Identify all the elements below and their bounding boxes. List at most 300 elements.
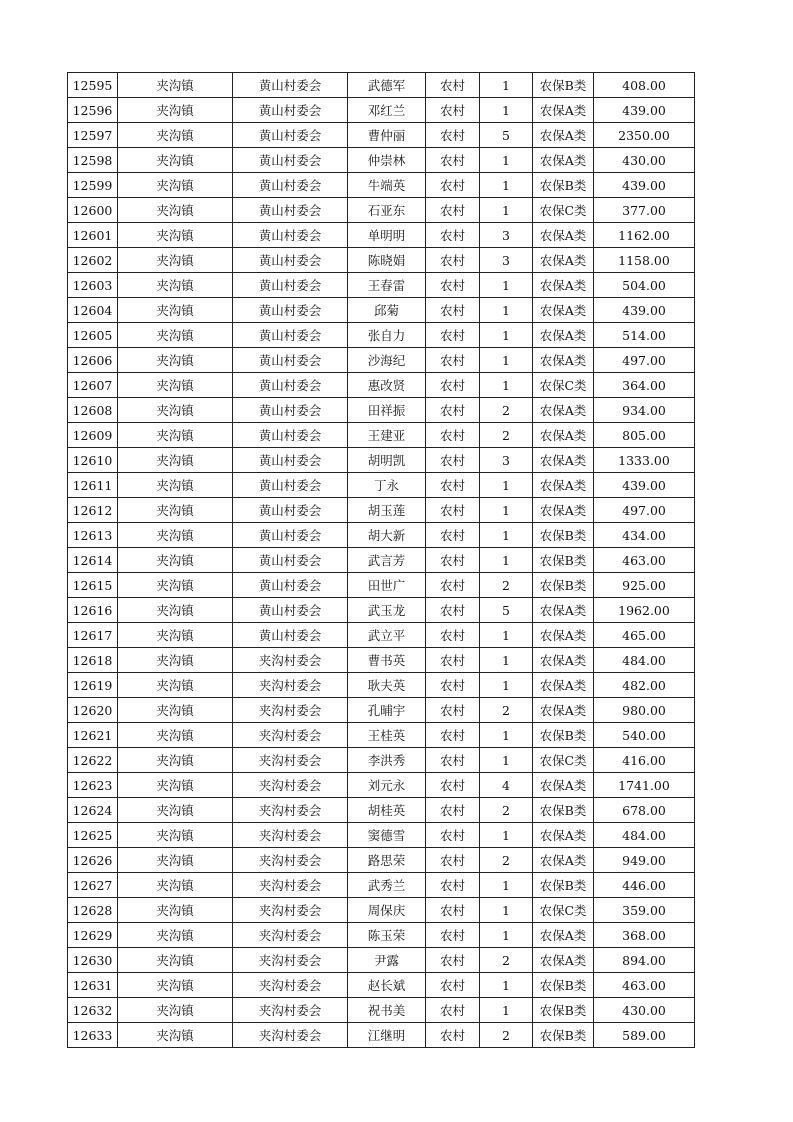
- cell-amount: 934.00: [594, 398, 695, 423]
- cell-type: 农村: [426, 673, 480, 698]
- cell-village: 夹沟村委会: [233, 1023, 348, 1048]
- cell-amount: 465.00: [594, 623, 695, 648]
- table-row: [68, 248, 695, 273]
- cell-category: 农保A类: [533, 823, 594, 848]
- cell-town: 夹沟镇: [118, 423, 233, 448]
- cell-amount: 484.00: [594, 648, 695, 673]
- cell-town: 夹沟镇: [118, 148, 233, 173]
- cell-type: 农村: [426, 548, 480, 573]
- table-row: [68, 648, 695, 673]
- cell-category: 农保A类: [533, 623, 594, 648]
- cell-town: 夹沟镇: [118, 648, 233, 673]
- cell-count: 1: [480, 98, 533, 123]
- cell-town: 夹沟镇: [118, 548, 233, 573]
- cell-count: 1: [480, 298, 533, 323]
- cell-id: 12598: [68, 148, 118, 173]
- cell-amount: 446.00: [594, 873, 695, 898]
- table-row: [68, 323, 695, 348]
- cell-town: 夹沟镇: [118, 973, 233, 998]
- table-row: [68, 573, 695, 598]
- table-row: [68, 723, 695, 748]
- cell-village: 夹沟村委会: [233, 723, 348, 748]
- cell-name: 曹仲丽: [348, 123, 426, 148]
- cell-id: 12609: [68, 423, 118, 448]
- cell-category: 农保C类: [533, 898, 594, 923]
- table-row: [68, 548, 695, 573]
- cell-amount: 484.00: [594, 823, 695, 848]
- table-row: [68, 773, 695, 798]
- table-row: [68, 973, 695, 998]
- cell-id: 12605: [68, 323, 118, 348]
- cell-count: 2: [480, 848, 533, 873]
- cell-count: 1: [480, 148, 533, 173]
- cell-town: 夹沟镇: [118, 523, 233, 548]
- cell-type: 农村: [426, 198, 480, 223]
- cell-category: 农保B类: [533, 1023, 594, 1048]
- cell-name: 仲崇林: [348, 148, 426, 173]
- cell-count: 1: [480, 323, 533, 348]
- cell-count: 1: [480, 73, 533, 98]
- cell-name: 邱菊: [348, 298, 426, 323]
- cell-count: 1: [480, 648, 533, 673]
- cell-type: 农村: [426, 898, 480, 923]
- cell-category: 农保A类: [533, 948, 594, 973]
- table-row: [68, 748, 695, 773]
- cell-village: 夹沟村委会: [233, 848, 348, 873]
- cell-category: 农保B类: [533, 548, 594, 573]
- cell-name: 丁永: [348, 473, 426, 498]
- cell-village: 黄山村委会: [233, 198, 348, 223]
- cell-name: 武玉龙: [348, 598, 426, 623]
- cell-category: 农保A类: [533, 298, 594, 323]
- cell-category: 农保A类: [533, 698, 594, 723]
- cell-name: 窦德雪: [348, 823, 426, 848]
- cell-village: 黄山村委会: [233, 623, 348, 648]
- cell-id: 12602: [68, 248, 118, 273]
- cell-name: 曹书英: [348, 648, 426, 673]
- cell-count: 1: [480, 348, 533, 373]
- table-row: [68, 348, 695, 373]
- cell-category: 农保A类: [533, 273, 594, 298]
- cell-town: 夹沟镇: [118, 823, 233, 848]
- cell-town: 夹沟镇: [118, 798, 233, 823]
- cell-town: 夹沟镇: [118, 173, 233, 198]
- cell-count: 2: [480, 1023, 533, 1048]
- cell-name: 李洪秀: [348, 748, 426, 773]
- cell-id: 12610: [68, 448, 118, 473]
- table-row: [68, 448, 695, 473]
- cell-village: 黄山村委会: [233, 123, 348, 148]
- cell-amount: 439.00: [594, 298, 695, 323]
- cell-id: 12628: [68, 898, 118, 923]
- cell-name: 刘元永: [348, 773, 426, 798]
- cell-town: 夹沟镇: [118, 298, 233, 323]
- cell-id: 12597: [68, 123, 118, 148]
- cell-town: 夹沟镇: [118, 223, 233, 248]
- cell-amount: 463.00: [594, 973, 695, 998]
- cell-amount: 430.00: [594, 998, 695, 1023]
- cell-town: 夹沟镇: [118, 573, 233, 598]
- cell-count: 5: [480, 598, 533, 623]
- cell-id: 12632: [68, 998, 118, 1023]
- cell-category: 农保A类: [533, 848, 594, 873]
- cell-amount: 439.00: [594, 98, 695, 123]
- cell-category: 农保B类: [533, 723, 594, 748]
- cell-type: 农村: [426, 848, 480, 873]
- cell-id: 12615: [68, 573, 118, 598]
- cell-category: 农保B类: [533, 573, 594, 598]
- table-row: [68, 698, 695, 723]
- cell-village: 黄山村委会: [233, 98, 348, 123]
- cell-type: 农村: [426, 348, 480, 373]
- cell-type: 农村: [426, 823, 480, 848]
- cell-town: 夹沟镇: [118, 1023, 233, 1048]
- cell-town: 夹沟镇: [118, 623, 233, 648]
- cell-id: 12622: [68, 748, 118, 773]
- table-row: [68, 823, 695, 848]
- cell-category: 农保B类: [533, 873, 594, 898]
- cell-amount: 925.00: [594, 573, 695, 598]
- cell-id: 12624: [68, 798, 118, 823]
- cell-id: 12616: [68, 598, 118, 623]
- cell-name: 陈晓娟: [348, 248, 426, 273]
- cell-amount: 482.00: [594, 673, 695, 698]
- cell-count: 1: [480, 723, 533, 748]
- cell-village: 黄山村委会: [233, 448, 348, 473]
- cell-type: 农村: [426, 373, 480, 398]
- cell-amount: 434.00: [594, 523, 695, 548]
- cell-town: 夹沟镇: [118, 948, 233, 973]
- cell-category: 农保A类: [533, 223, 594, 248]
- cell-name: 胡明凯: [348, 448, 426, 473]
- table-row: [68, 498, 695, 523]
- cell-type: 农村: [426, 698, 480, 723]
- cell-id: 12606: [68, 348, 118, 373]
- cell-name: 武德军: [348, 73, 426, 98]
- cell-type: 农村: [426, 873, 480, 898]
- cell-town: 夹沟镇: [118, 123, 233, 148]
- cell-name: 周保庆: [348, 898, 426, 923]
- cell-count: 1: [480, 873, 533, 898]
- cell-village: 夹沟村委会: [233, 798, 348, 823]
- cell-category: 农保B类: [533, 998, 594, 1023]
- cell-count: 1: [480, 673, 533, 698]
- cell-id: 12626: [68, 848, 118, 873]
- cell-count: 2: [480, 698, 533, 723]
- cell-village: 黄山村委会: [233, 173, 348, 198]
- cell-name: 路思荣: [348, 848, 426, 873]
- table-row: [68, 173, 695, 198]
- cell-count: 1: [480, 473, 533, 498]
- cell-village: 黄山村委会: [233, 573, 348, 598]
- cell-category: 农保A类: [533, 123, 594, 148]
- cell-id: 12607: [68, 373, 118, 398]
- cell-name: 陈玉荣: [348, 923, 426, 948]
- cell-type: 农村: [426, 473, 480, 498]
- cell-village: 黄山村委会: [233, 498, 348, 523]
- cell-category: 农保A类: [533, 348, 594, 373]
- cell-amount: 514.00: [594, 323, 695, 348]
- cell-name: 赵长斌: [348, 973, 426, 998]
- cell-id: 12601: [68, 223, 118, 248]
- table-row: [68, 898, 695, 923]
- cell-count: 1: [480, 823, 533, 848]
- cell-type: 农村: [426, 723, 480, 748]
- cell-type: 农村: [426, 598, 480, 623]
- cell-type: 农村: [426, 98, 480, 123]
- cell-amount: 439.00: [594, 473, 695, 498]
- table-row: [68, 373, 695, 398]
- cell-type: 农村: [426, 323, 480, 348]
- cell-amount: 805.00: [594, 423, 695, 448]
- cell-count: 2: [480, 948, 533, 973]
- cell-name: 田世广: [348, 573, 426, 598]
- cell-amount: 980.00: [594, 698, 695, 723]
- records-table: [67, 72, 695, 1048]
- cell-amount: 1741.00: [594, 773, 695, 798]
- cell-village: 夹沟村委会: [233, 898, 348, 923]
- cell-type: 农村: [426, 998, 480, 1023]
- cell-type: 农村: [426, 273, 480, 298]
- cell-category: 农保A类: [533, 498, 594, 523]
- table-row: [68, 423, 695, 448]
- cell-count: 1: [480, 923, 533, 948]
- cell-type: 农村: [426, 748, 480, 773]
- cell-count: 1: [480, 523, 533, 548]
- cell-village: 黄山村委会: [233, 523, 348, 548]
- cell-id: 12629: [68, 923, 118, 948]
- cell-count: 1: [480, 998, 533, 1023]
- cell-name: 武言芳: [348, 548, 426, 573]
- cell-category: 农保B类: [533, 173, 594, 198]
- cell-category: 农保A类: [533, 598, 594, 623]
- cell-id: 12631: [68, 973, 118, 998]
- cell-id: 12620: [68, 698, 118, 723]
- cell-id: 12613: [68, 523, 118, 548]
- cell-type: 农村: [426, 948, 480, 973]
- cell-name: 田祥振: [348, 398, 426, 423]
- table-row: [68, 673, 695, 698]
- cell-amount: 1162.00: [594, 223, 695, 248]
- cell-category: 农保C类: [533, 198, 594, 223]
- cell-type: 农村: [426, 173, 480, 198]
- cell-village: 夹沟村委会: [233, 773, 348, 798]
- table-row: [68, 273, 695, 298]
- cell-id: 12623: [68, 773, 118, 798]
- cell-amount: 504.00: [594, 273, 695, 298]
- cell-count: 1: [480, 898, 533, 923]
- cell-village: 黄山村委会: [233, 298, 348, 323]
- cell-town: 夹沟镇: [118, 198, 233, 223]
- cell-category: 农保A类: [533, 323, 594, 348]
- cell-town: 夹沟镇: [118, 98, 233, 123]
- cell-count: 1: [480, 198, 533, 223]
- cell-name: 尹露: [348, 948, 426, 973]
- table-row: [68, 598, 695, 623]
- cell-type: 农村: [426, 623, 480, 648]
- table-row: [68, 1023, 695, 1048]
- cell-id: 12612: [68, 498, 118, 523]
- cell-category: 农保B类: [533, 73, 594, 98]
- cell-village: 黄山村委会: [233, 348, 348, 373]
- cell-town: 夹沟镇: [118, 998, 233, 1023]
- cell-type: 农村: [426, 73, 480, 98]
- cell-village: 黄山村委会: [233, 273, 348, 298]
- cell-village: 黄山村委会: [233, 548, 348, 573]
- cell-amount: 894.00: [594, 948, 695, 973]
- cell-town: 夹沟镇: [118, 498, 233, 523]
- cell-type: 农村: [426, 298, 480, 323]
- cell-name: 胡大新: [348, 523, 426, 548]
- cell-id: 12614: [68, 548, 118, 573]
- cell-type: 农村: [426, 398, 480, 423]
- cell-amount: 416.00: [594, 748, 695, 773]
- cell-town: 夹沟镇: [118, 673, 233, 698]
- cell-count: 3: [480, 248, 533, 273]
- cell-village: 夹沟村委会: [233, 748, 348, 773]
- cell-id: 12608: [68, 398, 118, 423]
- cell-type: 农村: [426, 973, 480, 998]
- cell-village: 黄山村委会: [233, 248, 348, 273]
- cell-town: 夹沟镇: [118, 248, 233, 273]
- cell-village: 夹沟村委会: [233, 973, 348, 998]
- cell-type: 农村: [426, 648, 480, 673]
- cell-amount: 377.00: [594, 198, 695, 223]
- cell-category: 农保B类: [533, 523, 594, 548]
- cell-amount: 408.00: [594, 73, 695, 98]
- cell-town: 夹沟镇: [118, 748, 233, 773]
- cell-amount: 364.00: [594, 373, 695, 398]
- cell-category: 农保A类: [533, 923, 594, 948]
- cell-count: 1: [480, 748, 533, 773]
- cell-count: 2: [480, 398, 533, 423]
- table-row: [68, 473, 695, 498]
- cell-town: 夹沟镇: [118, 398, 233, 423]
- cell-amount: 497.00: [594, 498, 695, 523]
- cell-name: 石亚东: [348, 198, 426, 223]
- cell-town: 夹沟镇: [118, 898, 233, 923]
- cell-village: 黄山村委会: [233, 223, 348, 248]
- cell-town: 夹沟镇: [118, 848, 233, 873]
- cell-village: 黄山村委会: [233, 473, 348, 498]
- table-row: [68, 148, 695, 173]
- cell-count: 1: [480, 173, 533, 198]
- cell-village: 黄山村委会: [233, 423, 348, 448]
- cell-id: 12599: [68, 173, 118, 198]
- cell-count: 4: [480, 773, 533, 798]
- cell-village: 黄山村委会: [233, 323, 348, 348]
- cell-type: 农村: [426, 223, 480, 248]
- cell-name: 王建亚: [348, 423, 426, 448]
- cell-type: 农村: [426, 798, 480, 823]
- table-row: [68, 998, 695, 1023]
- cell-category: 农保A类: [533, 148, 594, 173]
- cell-type: 农村: [426, 248, 480, 273]
- cell-id: 12618: [68, 648, 118, 673]
- cell-name: 张自力: [348, 323, 426, 348]
- cell-amount: 439.00: [594, 173, 695, 198]
- cell-town: 夹沟镇: [118, 73, 233, 98]
- cell-name: 惠改贤: [348, 373, 426, 398]
- cell-category: 农保A类: [533, 398, 594, 423]
- table-row: [68, 623, 695, 648]
- cell-count: 1: [480, 548, 533, 573]
- cell-amount: 540.00: [594, 723, 695, 748]
- cell-id: 12604: [68, 298, 118, 323]
- cell-count: 1: [480, 973, 533, 998]
- cell-id: 12633: [68, 1023, 118, 1048]
- table-row: [68, 223, 695, 248]
- cell-type: 农村: [426, 123, 480, 148]
- cell-count: 2: [480, 573, 533, 598]
- cell-name: 武秀兰: [348, 873, 426, 898]
- table-row: [68, 73, 695, 98]
- cell-amount: 2350.00: [594, 123, 695, 148]
- cell-town: 夹沟镇: [118, 723, 233, 748]
- cell-town: 夹沟镇: [118, 873, 233, 898]
- cell-id: 12625: [68, 823, 118, 848]
- cell-type: 农村: [426, 573, 480, 598]
- cell-amount: 1158.00: [594, 248, 695, 273]
- cell-name: 武立平: [348, 623, 426, 648]
- cell-category: 农保A类: [533, 773, 594, 798]
- cell-type: 农村: [426, 448, 480, 473]
- cell-category: 农保C类: [533, 373, 594, 398]
- cell-amount: 589.00: [594, 1023, 695, 1048]
- cell-id: 12619: [68, 673, 118, 698]
- cell-village: 夹沟村委会: [233, 648, 348, 673]
- cell-amount: 1333.00: [594, 448, 695, 473]
- cell-type: 农村: [426, 498, 480, 523]
- cell-id: 12630: [68, 948, 118, 973]
- cell-category: 农保C类: [533, 748, 594, 773]
- table-row: [68, 848, 695, 873]
- cell-name: 单明明: [348, 223, 426, 248]
- cell-id: 12595: [68, 73, 118, 98]
- cell-count: 1: [480, 373, 533, 398]
- cell-category: 农保A类: [533, 473, 594, 498]
- cell-village: 夹沟村委会: [233, 923, 348, 948]
- cell-name: 王桂英: [348, 723, 426, 748]
- cell-count: 3: [480, 223, 533, 248]
- cell-village: 黄山村委会: [233, 598, 348, 623]
- cell-type: 农村: [426, 923, 480, 948]
- table-row: [68, 948, 695, 973]
- cell-id: 12600: [68, 198, 118, 223]
- cell-village: 黄山村委会: [233, 148, 348, 173]
- cell-name: 邓红兰: [348, 98, 426, 123]
- cell-town: 夹沟镇: [118, 348, 233, 373]
- cell-amount: 497.00: [594, 348, 695, 373]
- cell-id: 12617: [68, 623, 118, 648]
- cell-amount: 463.00: [594, 548, 695, 573]
- cell-town: 夹沟镇: [118, 323, 233, 348]
- cell-town: 夹沟镇: [118, 598, 233, 623]
- cell-town: 夹沟镇: [118, 473, 233, 498]
- table-row: [68, 98, 695, 123]
- cell-category: 农保A类: [533, 248, 594, 273]
- cell-town: 夹沟镇: [118, 698, 233, 723]
- cell-name: 胡玉莲: [348, 498, 426, 523]
- cell-count: 3: [480, 448, 533, 473]
- cell-village: 黄山村委会: [233, 398, 348, 423]
- cell-town: 夹沟镇: [118, 373, 233, 398]
- table-row: [68, 923, 695, 948]
- cell-village: 黄山村委会: [233, 73, 348, 98]
- cell-amount: 678.00: [594, 798, 695, 823]
- cell-name: 胡桂英: [348, 798, 426, 823]
- cell-id: 12596: [68, 98, 118, 123]
